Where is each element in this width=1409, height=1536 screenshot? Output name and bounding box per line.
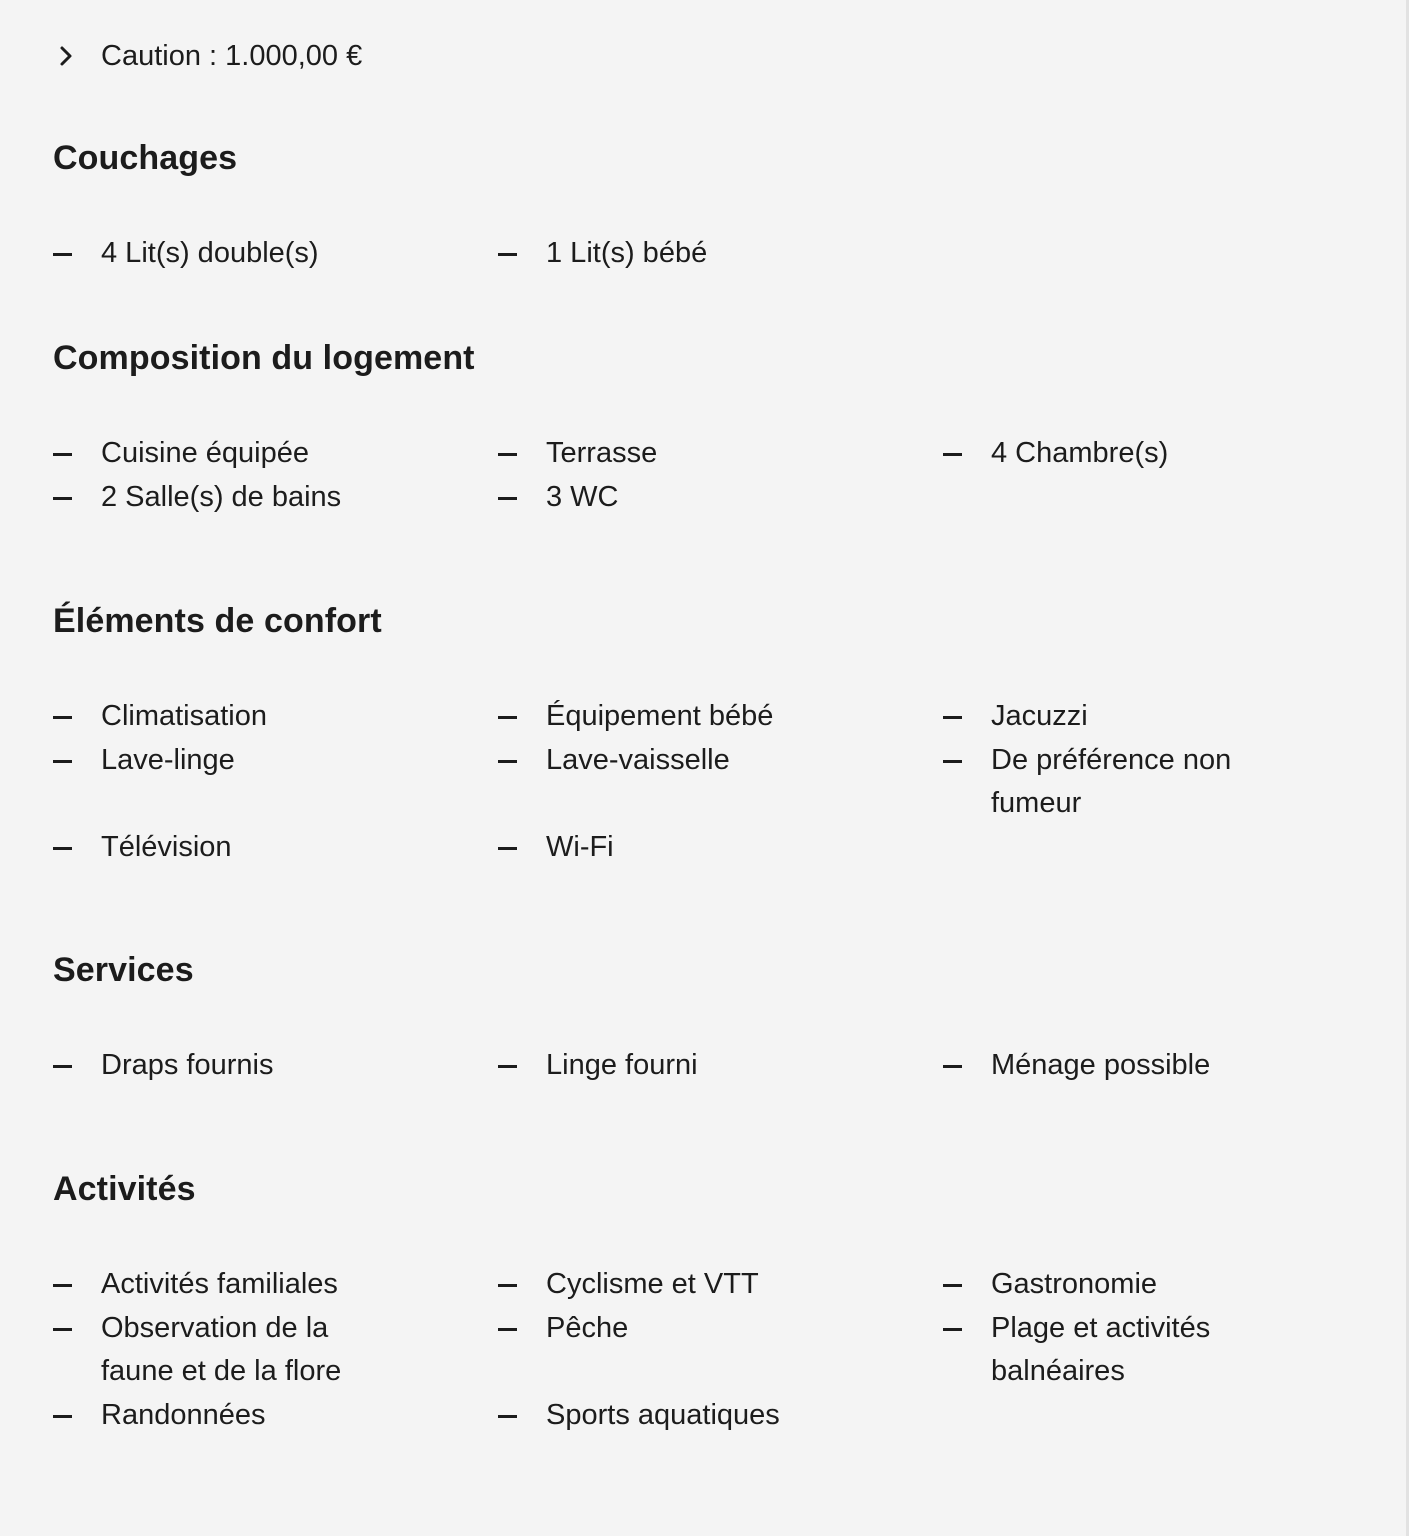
- list-item: [498, 739, 943, 826]
- dash-bullet: [943, 1284, 962, 1287]
- dash-bullet: [53, 453, 72, 456]
- dash-bullet: [53, 1328, 72, 1331]
- item-label: Ménage possible: [991, 1049, 1211, 1081]
- confort-list: [53, 695, 1388, 869]
- list-item: [53, 695, 498, 739]
- dash-bullet: [53, 716, 72, 719]
- dash-bullet: [53, 760, 72, 763]
- list-item: [943, 695, 1388, 739]
- section-title-composition: Composition du logement: [53, 339, 475, 377]
- item-label: Cyclisme et VTT: [546, 1268, 759, 1300]
- list-item: [943, 1263, 1388, 1307]
- dash-bullet: [498, 1328, 517, 1331]
- dash-bullet: [498, 497, 517, 500]
- item-label: Lave-linge: [101, 743, 235, 776]
- item-label: 2 Salle(s) de bains: [101, 480, 342, 513]
- dash-bullet: [53, 253, 72, 256]
- list-item: [498, 1263, 943, 1307]
- list-item: [498, 1044, 943, 1088]
- list-item: [53, 739, 498, 826]
- couchages-list: [53, 232, 1388, 276]
- item-label: De préférence non fumeur: [991, 743, 1232, 819]
- list-item: [53, 1394, 498, 1438]
- dash-bullet: [498, 1284, 517, 1287]
- dash-bullet: [498, 760, 517, 763]
- item-label: 4 Chambre(s): [991, 437, 1169, 469]
- item-label: 3 WC: [546, 480, 619, 513]
- section-title-activites: Activités: [53, 1170, 196, 1208]
- list-item: [498, 1307, 943, 1394]
- item-label: Wi-Fi: [546, 830, 614, 863]
- list-item: [943, 432, 1388, 476]
- dash-bullet: [53, 847, 72, 850]
- list-item: [943, 1044, 1388, 1088]
- section-title-couchages: Couchages: [53, 139, 238, 177]
- item-label: Gastronomie: [991, 1268, 1158, 1300]
- item-label: Jacuzzi: [991, 700, 1088, 732]
- dash-bullet: [53, 1284, 72, 1287]
- item-label: Randonnées: [101, 1398, 266, 1431]
- item-label: Climatisation: [101, 700, 267, 732]
- dash-bullet: [53, 497, 72, 500]
- dash-bullet: [498, 716, 517, 719]
- item-label: Lave-vaisselle: [546, 743, 730, 776]
- list-item: [53, 476, 498, 520]
- dash-bullet: [943, 1065, 962, 1068]
- list-item: [498, 695, 943, 739]
- list-item: [498, 1394, 943, 1438]
- item-label: Linge fourni: [546, 1049, 698, 1081]
- list-item: [53, 232, 498, 276]
- list-item: [53, 826, 498, 870]
- item-label: Terrasse: [546, 437, 658, 469]
- composition-list: [53, 432, 1388, 519]
- item-label: Télévision: [101, 830, 232, 863]
- list-item: [498, 232, 943, 276]
- dash-bullet: [498, 1415, 517, 1418]
- dash-bullet: [53, 1415, 72, 1418]
- list-item: [498, 476, 943, 520]
- dash-bullet: [498, 1065, 517, 1068]
- dash-bullet: [53, 1065, 72, 1068]
- dash-bullet: [498, 847, 517, 850]
- chevron-right-icon: [53, 43, 79, 69]
- caution-label: Caution : 1.000,00 €: [101, 39, 363, 72]
- list-item: [943, 1307, 1388, 1394]
- list-item: [498, 432, 943, 476]
- list-item: [943, 739, 1388, 826]
- dash-bullet: [498, 253, 517, 256]
- list-item: [53, 1263, 498, 1307]
- item-label: Draps fournis: [101, 1049, 274, 1081]
- item-label: Plage et activités balnéaires: [991, 1311, 1211, 1387]
- dash-bullet: [943, 1328, 962, 1331]
- list-item: [53, 432, 498, 476]
- dash-bullet: [943, 760, 962, 763]
- item-label: Activités familiales: [101, 1268, 338, 1300]
- item-label: Sports aquatiques: [546, 1398, 780, 1431]
- list-item: [53, 1307, 498, 1394]
- item-label: Observation de la faune et de la flore: [101, 1311, 342, 1387]
- item-label: Équipement bébé: [546, 700, 774, 732]
- list-item: [498, 826, 943, 870]
- section-title-confort: Éléments de confort: [53, 602, 382, 640]
- caution-toggle[interactable]: [53, 34, 362, 78]
- item-label: Cuisine équipée: [101, 437, 309, 469]
- item-label: 1 Lit(s) bébé: [546, 237, 708, 269]
- section-title-services: Services: [53, 951, 194, 989]
- dash-bullet: [943, 453, 962, 456]
- services-list: [53, 1044, 1388, 1088]
- item-label: 4 Lit(s) double(s): [101, 237, 319, 269]
- item-label: Pêche: [546, 1311, 629, 1344]
- list-item: [53, 1044, 498, 1088]
- activites-list: [53, 1263, 1388, 1437]
- dash-bullet: [943, 716, 962, 719]
- dash-bullet: [498, 453, 517, 456]
